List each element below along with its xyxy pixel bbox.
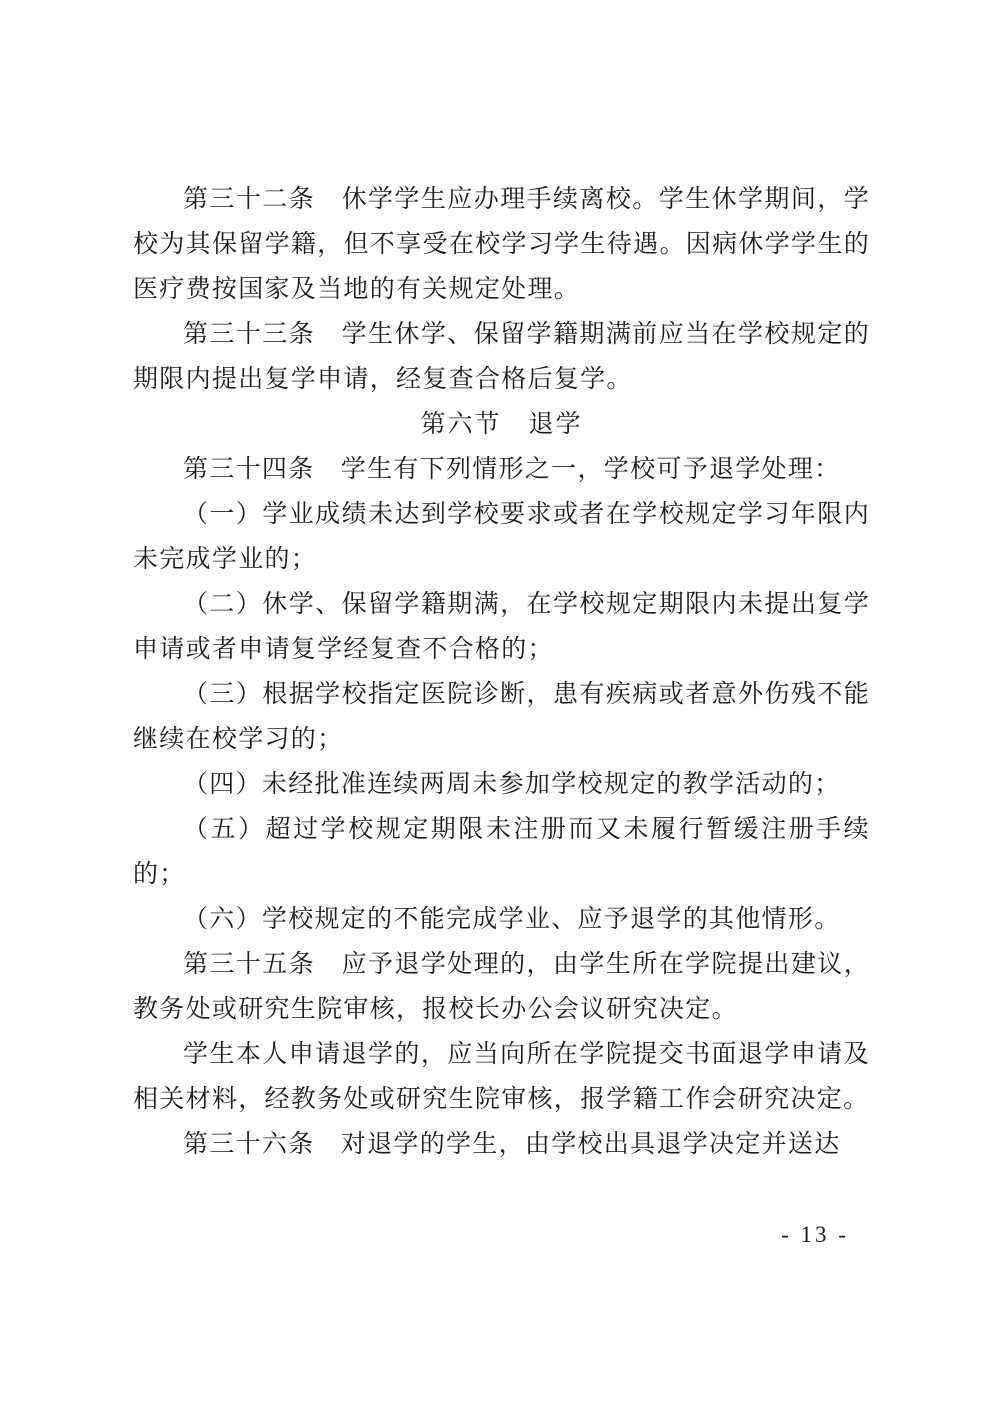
paragraph: （三）根据学校指定医院诊断，患有疾病或者意外伤残不能继续在校学习的； <box>133 681 870 753</box>
paragraph: 第三十四条 学生有下列情形之一，学校可予退学处理： <box>183 456 841 483</box>
page-number: - 13 - <box>781 1222 849 1247</box>
paragraph: （二）休学、保留学籍期满，在学校规定期限内未提出复学申请或者申请复学经复查不合格的； <box>133 591 870 663</box>
paragraph: （六）学校规定的不能完成学业、应予退学的其他情形。 <box>183 906 841 933</box>
document-body <box>133 177 870 1167</box>
paragraph: （五）超过学校规定期限未注册而又未履行暂缓注册手续的； <box>133 816 870 888</box>
paragraph: （一）学业成绩未达到学校要求或者在学校规定学习年限内未完成学业的； <box>133 501 870 573</box>
paragraph: 学生本人申请退学的，应当向所在学院提交书面退学申请及相关材料，经教务处或研究生院审核，报学籍工作会研究决定。 <box>133 1041 870 1113</box>
paragraph: 第三十六条 对退学的学生，由学校出具退学决定并送达 <box>183 1131 841 1158</box>
paragraph: 第三十三条 学生休学、保留学籍期满前应当在学校规定的期限内提出复学申请，经复查合格后复学。 <box>133 321 870 393</box>
paragraph: （四）未经批准连续两周未参加学校规定的教学活动的； <box>183 771 841 798</box>
paragraph: 第三十二条 休学学生应办理手续离校。学生休学期间，学校为其保留学籍，但不享受在校学习学生待遇。因病休学学生的医疗费按国家及当地的有关规定处理。 <box>133 186 870 303</box>
paragraph: 第三十五条 应予退学处理的，由学生所在学院提出建议，教务处或研究生院审核，报校长办公会议研究决定。 <box>133 951 870 1023</box>
section-heading: 第六节 退学 <box>420 411 583 438</box>
